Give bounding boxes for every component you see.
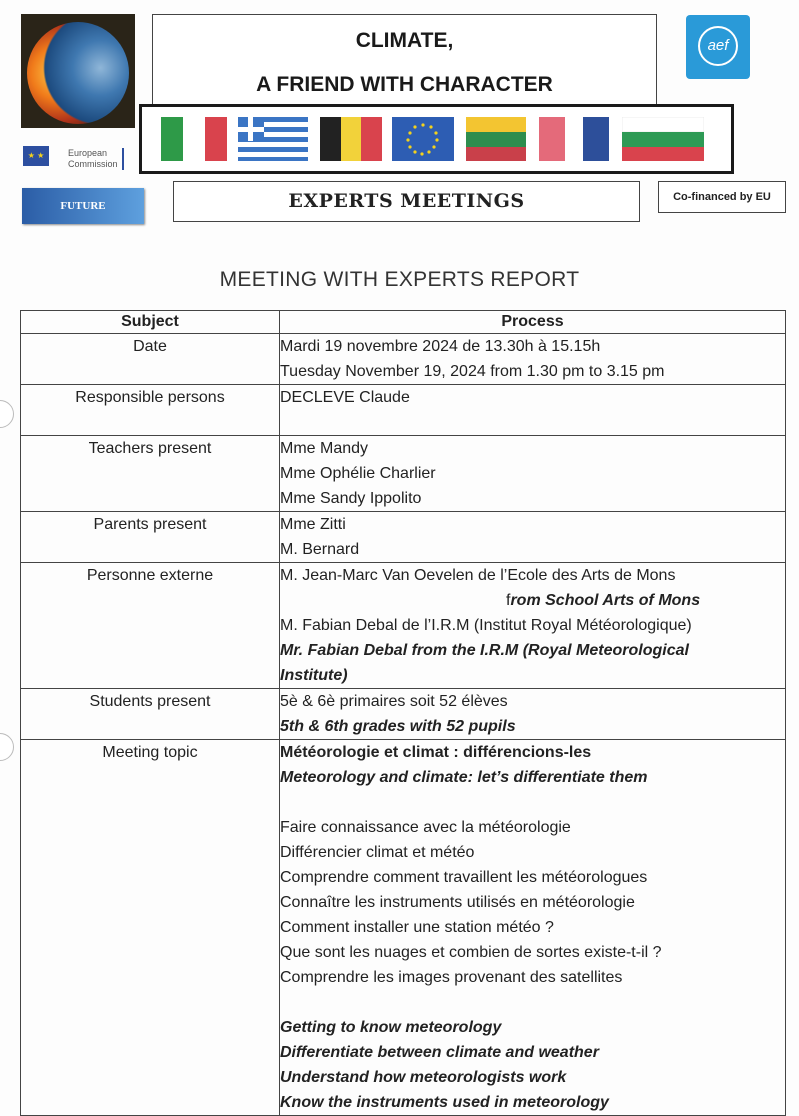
row-subject: Responsible persons	[21, 385, 280, 436]
topic-item-fr: Comment installer une station météo ?	[280, 919, 554, 936]
topic-item-fr: Différencier climat et météo	[280, 844, 475, 861]
external-prefix: f	[506, 592, 511, 609]
future-logo	[22, 188, 144, 224]
students-fr: 5è & 6è primaires soit 52 élèves	[280, 693, 508, 710]
row-subject: Meeting topic	[21, 740, 280, 1116]
greece-flag	[238, 117, 308, 161]
report-title: MEETING WITH EXPERTS REPORT	[219, 268, 580, 291]
topic-item-fr: Que sont les nuages et combien de sortes existe-t-il ?	[280, 944, 662, 961]
teacher-name: Mme Mandy	[280, 440, 369, 457]
report-table	[20, 310, 786, 1116]
topic-heading-fr: Météorologie et climat : différencions-les	[280, 744, 592, 761]
table-row-external	[21, 563, 786, 689]
row-subject: Parents present	[21, 512, 280, 563]
aef-logo	[686, 15, 750, 79]
external-bold: rom School Arts of Mons	[510, 592, 701, 609]
row-subject: Date	[21, 334, 280, 385]
table-row-topic	[21, 740, 786, 1116]
european-commission-logo	[20, 136, 128, 176]
section-title: EXPERTS MEETINGS	[288, 190, 525, 212]
eu-logo-text-2: Commission	[68, 159, 118, 169]
topic-item-fr: Connaître les instruments utilisés en météorologie	[280, 894, 635, 911]
row-process	[280, 563, 786, 689]
row-process	[280, 689, 786, 740]
external-line	[280, 588, 785, 613]
section-title-box	[173, 181, 640, 222]
subject-header: Subject	[21, 311, 280, 334]
row-subject: Students present	[21, 689, 280, 740]
partner-flags-strip	[139, 104, 734, 174]
cofinanced-badge	[658, 181, 786, 213]
project-title-line-2: A FRIEND WITH CHARACTER	[256, 73, 553, 96]
table-row-parents	[21, 512, 786, 563]
external-line: M. Jean-Marc Van Oevelen de l’Ecole des Arts de Mons	[280, 567, 676, 584]
row-subject: Teachers present	[21, 436, 280, 512]
parent-name: M. Bernard	[280, 541, 360, 558]
row-process	[280, 512, 786, 563]
eu-logo-text-1: European	[68, 148, 108, 158]
external-line: Institute)	[280, 667, 348, 684]
cofinanced-text: Co-financed by EU	[673, 191, 771, 203]
bulgaria-flag	[622, 117, 704, 161]
external-line: Mr. Fabian Debal from the I.R.M (Royal Meteorological	[280, 642, 689, 659]
poland-flag	[539, 117, 565, 161]
teacher-name: Mme Sandy Ippolito	[280, 490, 422, 507]
topic-item-en: Differentiate between climate and weather	[280, 1044, 599, 1061]
topic-item-fr: Faire connaissance avec la météorologie	[280, 819, 571, 836]
eu-stars-icon: ★ ★	[23, 146, 49, 166]
punch-hole	[0, 733, 14, 761]
belgium-flag	[320, 117, 382, 161]
eu-flag	[392, 117, 454, 161]
parent-name: Mme Zitti	[280, 516, 346, 533]
topic-heading-en: Meteorology and climate: let’s differentiate them	[280, 769, 648, 786]
table-row-students	[21, 689, 786, 740]
topic-item-fr: Comprendre comment travaillent les météorologues	[280, 869, 648, 886]
row-process	[280, 334, 786, 385]
topic-item-en: Understand how meteorologists work	[280, 1069, 567, 1086]
table-row-teachers	[21, 436, 786, 512]
teacher-name: Mme Ophélie Charlier	[280, 465, 436, 482]
row-subject: Personne externe	[21, 563, 280, 689]
row-process	[280, 436, 786, 512]
table-row-responsible	[21, 385, 786, 436]
date-en: Tuesday November 19, 2024 from 1.30 pm to 3.15 pm	[280, 363, 665, 380]
punch-hole	[0, 400, 14, 428]
process-header: Process	[280, 311, 786, 334]
external-line: M. Fabian Debal de l’I.R.M (Institut Royal Météorologique)	[280, 617, 692, 634]
topic-item-en: Know the instruments used in meteorology	[280, 1094, 609, 1111]
students-en: 5th & 6th grades with 52 pupils	[280, 718, 516, 735]
italy-flag	[161, 117, 227, 161]
row-process	[280, 740, 786, 1116]
date-fr: Mardi 19 novembre 2024 de 13.30h à 15.15h	[280, 338, 601, 355]
table-header-row	[21, 311, 786, 334]
lithuania-flag	[466, 117, 526, 161]
topic-item-fr: Comprendre les images provenant des satellites	[280, 969, 623, 986]
climate-globe-logo	[21, 14, 135, 128]
topic-item-en: Getting to know meteorology	[280, 1019, 502, 1036]
france-flag	[583, 117, 609, 161]
row-process	[280, 385, 786, 436]
future-logo-text: FUTURE	[60, 200, 106, 212]
aef-logo-text: aef	[698, 26, 738, 66]
project-title-line-1: CLIMATE,	[355, 29, 454, 52]
table-row-date	[21, 334, 786, 385]
responsible-name: DECLEVE Claude	[280, 389, 410, 406]
project-title-box	[152, 14, 657, 107]
